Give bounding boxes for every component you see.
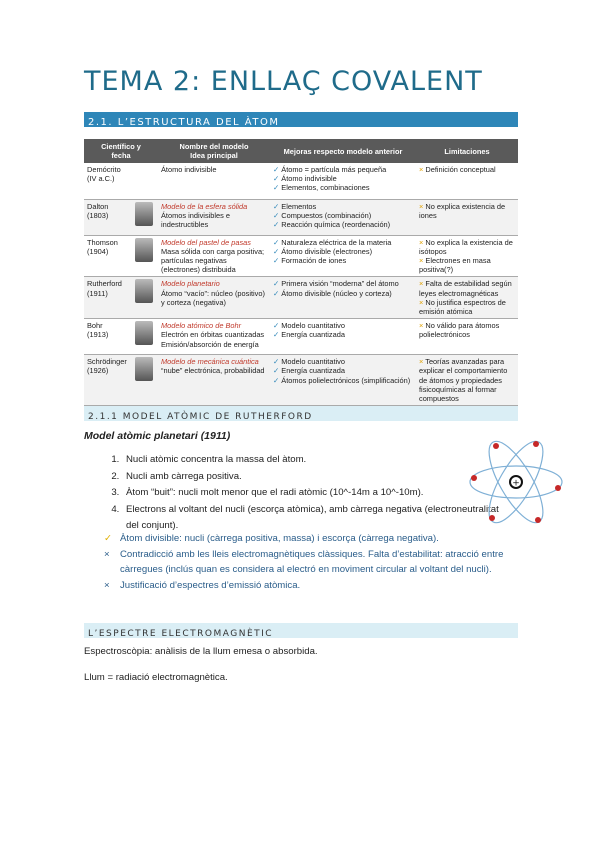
improvement-item: ✓ Formación de iones — [273, 255, 347, 265]
paragraph: Llum = radiació electromagnètica. — [84, 672, 228, 683]
table-row — [84, 199, 518, 235]
improvements-cell — [270, 235, 416, 277]
improvement-item: ✓ Modelo cuantitativo — [273, 321, 345, 331]
portrait-image — [135, 357, 153, 381]
table-header: Científico y fecha — [84, 139, 158, 163]
improvement-item: ✓ Compuestos (combinación) — [273, 210, 372, 220]
list-item: ✓ Àtom divisible: nucli (càrrega positiva, massa) i escorça (càrrega negativa). — [104, 531, 518, 547]
list-item: × Justificació d’espectres d’emissió atòmica. — [104, 578, 518, 594]
list-item: 3. Àtom “buit”: nucli molt menor que el radi atòmic (10^-14m a 10^-10m). — [122, 485, 502, 502]
section-header — [84, 112, 518, 127]
limitation-item: × Definición conceptual — [419, 165, 496, 174]
limitation-item: × No justifica espectros de emisión atómica — [419, 297, 506, 316]
model-cell: Modelo atómico de Bohr Electrón en órbitas cuantizadas Emisión/absorción de energía — [158, 319, 270, 355]
table-header: Limitaciones — [416, 139, 518, 163]
scientist-cell: Demócrito (IV a.C.) — [84, 163, 158, 199]
improvement-item: ✓ Energía cuantizada — [273, 330, 345, 340]
table-row — [84, 319, 518, 355]
model-cell: Modelo planetario Átomo “vacío”: núcleo (positivo) y corteza (negativa) — [158, 277, 270, 319]
cross-icon: × — [104, 579, 110, 591]
limitation-item: × Electrones en masa positiva(?) — [419, 255, 491, 275]
improvements-cell — [270, 199, 416, 235]
table-header: Nombre del modelo Idea principal — [158, 139, 270, 163]
limitation-item: × No explica la existencia de isótopos — [419, 237, 513, 256]
paragraph: Espectroscòpia: anàlisis de la llum emesa o absorbida. — [84, 646, 318, 657]
model-cell: Modelo de la esfera sólida Átomos indivisibles e indestructibles — [158, 199, 270, 235]
list-item: 2. Nucli amb càrrega positiva. — [122, 469, 502, 486]
cross-icon: × — [104, 548, 110, 560]
atom-model-icon — [466, 432, 566, 532]
limitations-cell — [416, 355, 518, 406]
improvement-item: ✓ Átomo divisible (electrones) — [273, 246, 373, 256]
model-cell: Átomo indivisible — [158, 163, 270, 199]
improvements-cell — [270, 355, 416, 406]
limitations-cell — [416, 277, 518, 319]
limitations-cell — [416, 199, 518, 235]
improvement-item: ✓ Primera visión “moderna” del átomo — [273, 279, 399, 289]
limitation-item: × Falta de estabilidad según leyes electromagnéticas — [419, 279, 512, 298]
improvements-cell — [270, 277, 416, 319]
subsection-header — [84, 406, 518, 421]
section-title: 2.1. L’ESTRUCTURA DEL ÀTOM — [88, 117, 280, 128]
limitations-cell — [416, 235, 518, 277]
improvement-item: ✓ Reacción química (reordenación) — [273, 219, 391, 229]
scientist-cell: Rutherford (1911) — [84, 277, 158, 319]
limitation-item: × No explica existencia de iones — [419, 201, 506, 220]
scientist-cell: Dalton (1803) — [84, 199, 158, 235]
improvement-item: ✓ Naturaleza eléctrica de la materia — [273, 237, 392, 247]
list-item: × Contradicció amb les lleis electromagnètiques clàssiques. Falta d’estabilitat: atracció entre càrregues (inclús quan es considera al electró en moviment circular al voltant del nucli). — [104, 548, 504, 575]
improvement-item: ✓ Átomo divisible (núcleo y corteza) — [273, 288, 392, 298]
table-row — [84, 277, 518, 319]
table-row — [84, 355, 518, 406]
scientist-cell: Thomson (1904) — [84, 235, 158, 277]
scientist-cell: Bohr (1913) — [84, 319, 158, 355]
table-row — [84, 163, 518, 199]
points-list — [84, 452, 502, 535]
scientist-cell: Schrödinger (1926) — [84, 355, 158, 406]
subsection-header — [84, 623, 518, 638]
subsection-title: L’ESPECTRE ELECTROMAGNÈTIC — [88, 629, 274, 639]
improvements-cell — [270, 319, 416, 355]
improvement-item: ✓ Átomos polielectrónicos (simplificación) — [273, 375, 411, 385]
model-cell: Modelo del pastel de pasas Masa sólida con carga positiva; partículas negativas (electrones) distribuida — [158, 235, 270, 277]
limitation-item: × No válido para átomos polielectrónicos — [419, 321, 500, 340]
list-item: 4. Electrons al voltant del nucli (escorça atòmica), amb càrrega negativa (electroneutralitat del conjunt). — [122, 502, 502, 535]
improvements-cell — [270, 163, 416, 199]
list-item: 1. Nucli atòmic concentra la massa del àtom. — [122, 452, 502, 469]
page-title: TEMA 2: ENLLAÇ COVALENT — [84, 66, 483, 97]
portrait-image — [135, 202, 153, 226]
portrait-image — [135, 321, 153, 345]
improvement-item: ✓ Modelo cuantitativo — [273, 357, 345, 367]
improvement-item: ✓ Átomo = partícula más pequeña — [273, 165, 387, 174]
model-title: Model atòmic planetari (1911) — [84, 430, 231, 442]
limitations-cell — [416, 319, 518, 355]
improvement-item: ✓ Átomo indivisible — [273, 174, 337, 184]
table-row — [84, 235, 518, 277]
assessment-list — [104, 531, 518, 593]
portrait-image — [135, 238, 153, 262]
model-cell: Modelo de mecánica cuántica “nube” electrónica, probabilidad — [158, 355, 270, 406]
check-icon: ✓ — [104, 533, 113, 544]
limitation-item: × Teorías avanzadas para explicar el comportamiento de átomos y propiedades fisicoquímicas al formar compuestos — [419, 357, 508, 403]
portrait-image — [135, 279, 153, 303]
improvement-item: ✓ Energía cuantizada — [273, 366, 345, 376]
limitations-cell — [416, 163, 518, 199]
table-header: Mejoras respecto modelo anterior — [270, 139, 416, 163]
svg-text:+: + — [512, 478, 520, 489]
subsection-title: 2.1.1 MODEL ATÒMIC DE RUTHERFORD — [88, 412, 313, 422]
improvement-item: ✓ Elementos — [273, 201, 317, 211]
improvement-item: ✓ Elementos, combinaciones — [273, 183, 370, 193]
atomic-models-table — [84, 139, 518, 406]
